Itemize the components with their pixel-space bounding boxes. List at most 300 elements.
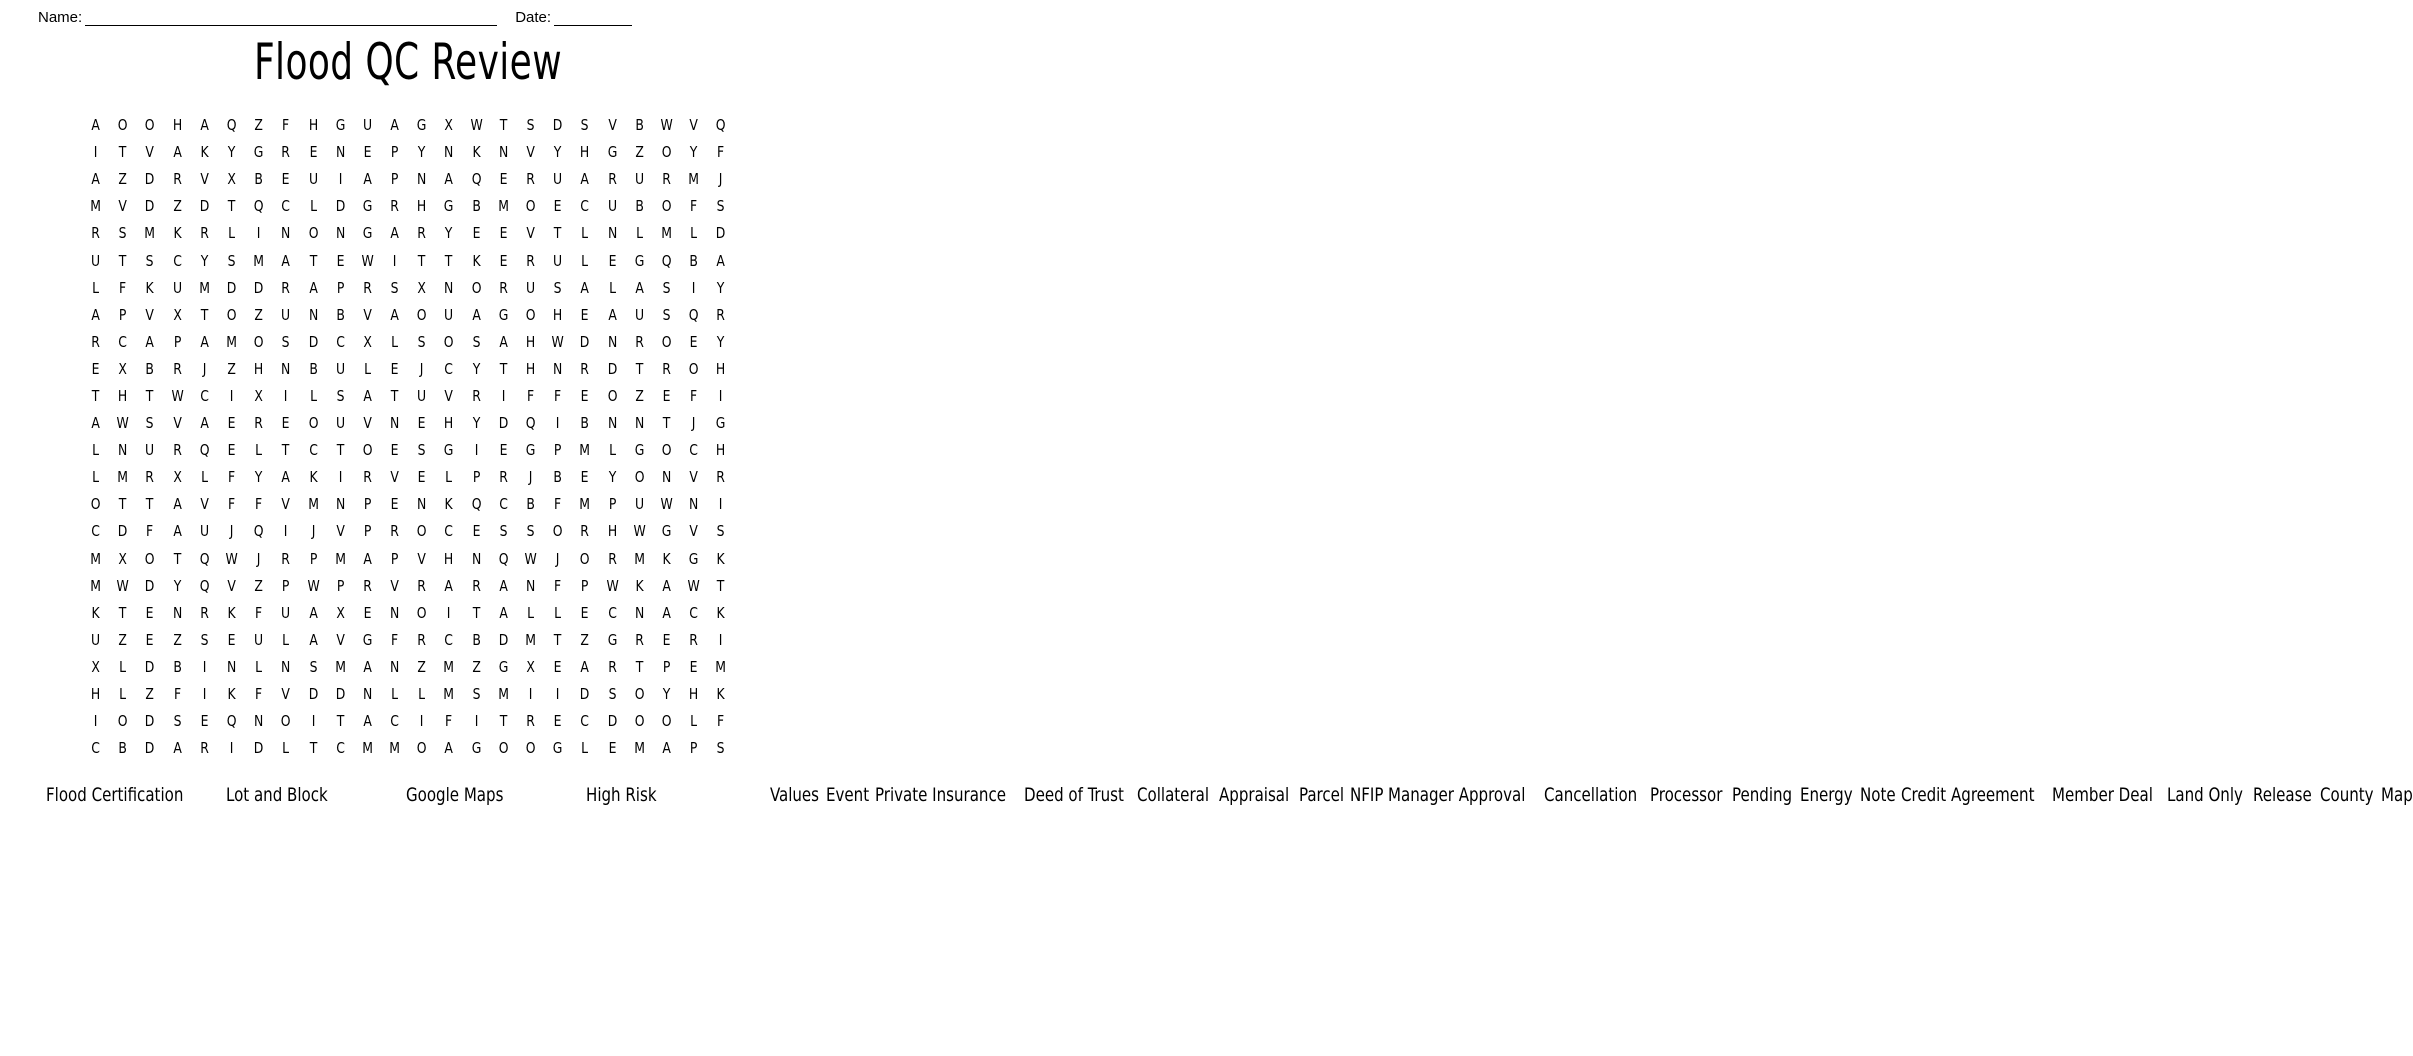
grid-cell[interactable]: D [253,739,264,758]
grid-cell[interactable]: E [581,468,589,487]
grid-cell[interactable]: B [471,630,481,649]
grid-cell[interactable]: G [444,197,454,216]
grid-cell[interactable]: M [443,657,455,676]
grid-cell[interactable]: Y [553,143,562,162]
grid-cell[interactable]: N [417,170,427,189]
grid-cell[interactable]: W [470,116,483,135]
grid-cell[interactable]: V [200,170,209,189]
grid-cell[interactable]: A [580,657,590,676]
grid-cell[interactable]: G [661,522,672,541]
grid-cell[interactable]: O [525,739,536,758]
grid-cell[interactable]: A [172,495,182,514]
grid-cell[interactable]: E [227,630,236,649]
grid-cell[interactable]: Z [417,657,427,676]
grid-cell[interactable]: L [527,603,535,622]
grid-cell[interactable]: O [552,522,563,541]
grid-cell[interactable]: L [581,251,589,270]
grid-cell[interactable]: W [361,251,374,270]
grid-cell[interactable]: A [607,305,617,324]
grid-cell[interactable]: R [390,197,399,216]
grid-cell[interactable]: C [689,441,699,460]
grid-cell[interactable]: E [363,603,372,622]
grid-cell[interactable]: F [445,712,453,731]
grid-cell[interactable]: I [691,278,696,297]
grid-cell[interactable]: K [472,143,481,162]
grid-cell[interactable]: B [145,359,155,378]
grid-cell[interactable]: M [90,549,101,568]
grid-cell[interactable]: V [145,143,155,162]
grid-cell[interactable]: X [417,278,427,297]
grid-cell[interactable]: V [145,305,155,324]
grid-cell[interactable]: R [716,468,726,487]
grid-cell[interactable]: R [417,576,427,595]
grid-cell[interactable]: U [199,522,209,541]
grid-cell[interactable]: V [336,630,345,649]
grid-cell[interactable]: L [228,224,235,243]
grid-cell[interactable]: U [417,386,427,405]
grid-cell[interactable]: N [390,414,400,433]
grid-cell[interactable]: A [580,170,590,189]
grid-cell[interactable]: B [689,251,698,270]
grid-cell[interactable]: J [691,414,696,433]
grid-cell[interactable]: T [553,224,562,243]
grid-cell[interactable]: H [525,359,536,378]
grid-cell[interactable]: E [499,441,508,460]
grid-cell[interactable]: D [335,197,346,216]
grid-cell[interactable]: T [499,359,508,378]
grid-cell[interactable]: I [447,603,451,622]
grid-cell[interactable]: B [308,359,318,378]
grid-cell[interactable]: T [200,305,209,324]
grid-cell[interactable]: F [146,522,154,541]
grid-cell[interactable]: Z [227,359,236,378]
grid-cell[interactable]: H [118,386,128,405]
grid-cell[interactable]: O [416,522,427,541]
grid-cell[interactable]: N [281,359,291,378]
grid-cell[interactable]: C [335,332,345,351]
grid-cell[interactable]: E [553,712,562,731]
grid-cell[interactable]: D [580,685,590,704]
grid-cell[interactable]: I [719,630,723,649]
grid-cell[interactable]: S [227,251,236,270]
grid-cell[interactable]: X [336,603,345,622]
grid-cell[interactable]: G [362,224,373,243]
grid-cell[interactable]: I [528,685,533,704]
grid-cell[interactable]: N [471,549,481,568]
grid-cell[interactable]: R [172,359,182,378]
grid-cell[interactable]: O [226,305,237,324]
grid-cell[interactable]: P [119,305,127,324]
grid-cell[interactable]: V [200,495,209,514]
grid-cell[interactable]: Y [608,468,616,487]
grid-cell[interactable]: C [580,712,590,731]
grid-cell[interactable]: C [390,712,399,731]
grid-cell[interactable]: G [362,197,373,216]
grid-cell[interactable]: F [282,116,290,135]
grid-cell[interactable]: D [145,576,155,595]
grid-cell[interactable]: H [308,116,318,135]
grid-cell[interactable]: N [281,224,291,243]
grid-cell[interactable]: U [553,170,563,189]
grid-cell[interactable]: J [528,468,533,487]
grid-cell[interactable]: L [581,224,589,243]
grid-cell[interactable]: B [172,657,182,676]
grid-cell[interactable]: T [173,549,181,568]
grid-cell[interactable]: S [118,224,127,243]
word-list-item[interactable]: Flood Certification [46,784,184,806]
grid-cell[interactable]: S [662,278,671,297]
grid-cell[interactable]: A [172,522,182,541]
grid-cell[interactable]: I [501,386,506,405]
grid-cell[interactable]: A [172,143,182,162]
grid-cell[interactable]: R [417,630,427,649]
grid-cell[interactable]: Q [226,116,237,135]
word-list-item[interactable]: Cancellation [1543,784,1638,806]
grid-cell[interactable]: D [716,224,726,243]
grid-cell[interactable]: G [716,414,726,433]
grid-cell[interactable]: P [581,576,589,595]
grid-cell[interactable]: E [390,359,399,378]
grid-cell[interactable]: A [499,603,508,622]
grid-cell[interactable]: N [362,685,373,704]
grid-cell[interactable]: Y [717,332,725,351]
grid-cell[interactable]: O [634,685,645,704]
grid-cell[interactable]: T [336,441,345,460]
grid-cell[interactable]: D [498,630,509,649]
grid-cell[interactable]: A [444,170,454,189]
grid-cell[interactable]: M [633,739,645,758]
grid-cell[interactable]: L [200,468,208,487]
grid-cell[interactable]: L [608,441,616,460]
grid-cell[interactable]: R [662,359,671,378]
grid-cell[interactable]: O [580,549,590,568]
grid-cell[interactable]: I [229,386,234,405]
grid-cell[interactable]: R [200,224,209,243]
grid-cell[interactable]: J [256,549,261,568]
grid-cell[interactable]: A [308,630,318,649]
grid-cell[interactable]: A [308,603,318,622]
word-list-item[interactable]: High Risk [586,784,657,806]
grid-cell[interactable]: K [145,278,155,297]
grid-cell[interactable]: E [472,224,481,243]
grid-cell[interactable]: Y [200,251,209,270]
grid-cell[interactable]: L [309,197,317,216]
grid-cell[interactable]: K [227,603,236,622]
grid-cell[interactable]: I [338,468,343,487]
grid-cell[interactable]: Q [253,522,264,541]
grid-cell[interactable]: A [499,332,508,351]
grid-cell[interactable]: L [418,685,426,704]
grid-cell[interactable]: E [581,603,589,622]
word-list-item[interactable]: NFIP [1349,784,1384,806]
grid-cell[interactable]: R [172,170,182,189]
grid-cell[interactable]: M [688,170,700,189]
grid-cell[interactable]: O [117,116,128,135]
grid-cell[interactable]: K [91,603,100,622]
grid-cell[interactable]: M [253,251,265,270]
grid-cell[interactable]: W [306,576,320,595]
grid-cell[interactable]: N [553,359,563,378]
grid-cell[interactable]: B [118,739,128,758]
grid-cell[interactable]: I [719,495,723,514]
grid-cell[interactable]: W [660,495,673,514]
grid-cell[interactable]: C [444,522,454,541]
grid-cell[interactable]: S [716,739,725,758]
grid-cell[interactable]: T [309,251,317,270]
grid-cell[interactable]: U [335,359,345,378]
grid-cell[interactable]: X [91,657,100,676]
grid-cell[interactable]: W [524,549,537,568]
grid-cell[interactable]: O [145,116,155,135]
grid-cell[interactable]: A [91,116,100,135]
grid-cell[interactable]: B [635,116,644,135]
grid-cell[interactable]: O [607,386,618,405]
grid-cell[interactable]: O [308,224,318,243]
grid-cell[interactable]: P [608,495,616,514]
grid-cell[interactable]: A [635,278,644,297]
grid-cell[interactable]: N [689,495,699,514]
grid-cell[interactable]: C [200,386,209,405]
grid-cell[interactable]: B [580,414,590,433]
grid-cell[interactable]: Q [498,549,509,568]
grid-cell[interactable]: R [499,278,508,297]
grid-cell[interactable]: V [689,116,698,135]
grid-cell[interactable]: W [660,116,673,135]
grid-cell[interactable]: U [281,603,291,622]
grid-cell[interactable]: Z [145,685,155,704]
grid-cell[interactable]: G [498,305,509,324]
grid-cell[interactable]: X [444,116,454,135]
grid-cell[interactable]: A [363,170,372,189]
grid-cell[interactable]: U [526,278,536,297]
grid-cell[interactable]: E [390,441,399,460]
word-list-item[interactable]: Appraisal [1218,784,1290,806]
grid-cell[interactable]: S [173,712,182,731]
word-list-item[interactable]: Land Only [2167,784,2243,806]
grid-cell[interactable]: H [716,359,726,378]
grid-cell[interactable]: L [255,657,263,676]
grid-cell[interactable]: A [200,332,209,351]
grid-cell[interactable]: P [282,576,290,595]
grid-cell[interactable]: D [607,359,617,378]
grid-cell[interactable]: N [308,305,318,324]
grid-cell[interactable]: T [146,386,154,405]
grid-cell[interactable]: L [255,441,263,460]
grid-cell[interactable]: Z [254,116,263,135]
grid-cell[interactable]: V [281,495,291,514]
grid-cell[interactable]: T [499,712,508,731]
word-list-item[interactable]: Map [2380,784,2413,806]
grid-cell[interactable]: V [689,468,698,487]
grid-cell[interactable]: X [526,657,535,676]
grid-cell[interactable]: E [553,657,562,676]
grid-cell[interactable]: D [145,739,155,758]
grid-cell[interactable]: B [254,170,263,189]
word-list-item[interactable]: County [2320,784,2374,806]
grid-cell[interactable]: O [253,332,264,351]
grid-cell[interactable]: C [281,197,291,216]
grid-cell[interactable]: X [118,359,128,378]
grid-cell[interactable]: Q [525,414,536,433]
grid-cell[interactable]: K [716,685,725,704]
word-list-item[interactable]: Credit Agreement [1900,784,2035,806]
grid-cell[interactable]: T [445,251,453,270]
grid-cell[interactable]: C [499,495,508,514]
grid-cell[interactable]: F [227,468,236,487]
grid-cell[interactable]: R [200,739,209,758]
grid-cell[interactable]: R [145,468,155,487]
grid-cell[interactable]: O [634,468,645,487]
grid-cell[interactable]: R [580,522,590,541]
grid-cell[interactable]: U [444,305,454,324]
grid-cell[interactable]: M [443,685,455,704]
grid-cell[interactable]: E [472,522,481,541]
grid-cell[interactable]: F [255,495,263,514]
grid-cell[interactable]: I [93,712,98,731]
grid-cell[interactable]: P [309,549,317,568]
grid-cell[interactable]: T [282,441,290,460]
grid-cell[interactable]: F [554,576,562,595]
grid-cell[interactable]: I [93,143,98,162]
grid-cell[interactable]: E [200,712,209,731]
grid-cell[interactable]: W [116,576,129,595]
grid-cell[interactable]: U [634,305,644,324]
grid-cell[interactable]: D [145,197,155,216]
grid-cell[interactable]: I [202,657,207,676]
grid-cell[interactable]: H [90,685,101,704]
word-list-item[interactable]: Event [825,784,869,806]
word-list-item[interactable]: Private Insurance [874,784,1006,806]
grid-cell[interactable]: S [472,332,481,351]
grid-cell[interactable]: V [444,386,454,405]
grid-cell[interactable]: R [281,278,291,297]
grid-cell[interactable]: R [635,630,644,649]
grid-cell[interactable]: K [635,576,644,595]
grid-cell[interactable]: E [499,170,508,189]
grid-cell[interactable]: R [200,603,209,622]
grid-cell[interactable]: P [363,522,372,541]
grid-cell[interactable]: S [526,116,535,135]
grid-cell[interactable]: E [608,251,617,270]
grid-cell[interactable]: A [662,603,671,622]
grid-cell[interactable]: O [634,712,645,731]
grid-cell[interactable]: R [580,359,590,378]
grid-cell[interactable]: R [172,441,182,460]
grid-cell[interactable]: S [716,522,725,541]
grid-cell[interactable]: P [390,170,399,189]
grid-cell[interactable]: M [498,685,509,704]
grid-cell[interactable]: O [525,197,536,216]
grid-cell[interactable]: A [200,414,209,433]
grid-cell[interactable]: A [444,576,454,595]
grid-cell[interactable]: Q [253,197,264,216]
grid-cell[interactable]: B [526,495,535,514]
grid-cell[interactable]: O [444,332,454,351]
grid-cell[interactable]: T [662,414,671,433]
grid-cell[interactable]: M [362,739,373,758]
grid-cell[interactable]: R [607,549,617,568]
grid-cell[interactable]: N [281,657,291,676]
grid-cell[interactable]: I [719,386,723,405]
grid-cell[interactable]: A [471,305,481,324]
grid-cell[interactable]: O [661,712,672,731]
grid-cell[interactable]: L [391,685,399,704]
grid-cell[interactable]: Y [227,143,236,162]
grid-cell[interactable]: V [390,468,399,487]
grid-cell[interactable]: Z [172,630,182,649]
grid-cell[interactable]: N [444,143,454,162]
grid-cell[interactable]: Y [173,576,181,595]
grid-cell[interactable]: P [390,143,399,162]
grid-cell[interactable]: N [661,468,672,487]
grid-cell[interactable]: U [172,278,182,297]
grid-cell[interactable]: E [363,143,372,162]
grid-cell[interactable]: Y [472,359,481,378]
grid-cell[interactable]: O [661,197,672,216]
grid-cell[interactable]: J [229,522,234,541]
grid-cell[interactable]: O [281,712,291,731]
grid-cell[interactable]: T [91,386,100,405]
grid-cell[interactable]: V [607,116,617,135]
grid-cell[interactable]: V [526,143,535,162]
grid-cell[interactable]: A [281,468,291,487]
grid-cell[interactable]: I [256,224,261,243]
grid-cell[interactable]: F [717,143,725,162]
grid-cell[interactable]: O [416,739,427,758]
grid-cell[interactable]: T [118,143,127,162]
grid-cell[interactable]: M [307,495,319,514]
grid-cell[interactable]: N [254,712,264,731]
grid-cell[interactable]: G [525,441,536,460]
grid-cell[interactable]: N [607,332,617,351]
grid-cell[interactable]: R [91,332,100,351]
word-list-item[interactable]: Deed of Trust [1023,784,1124,806]
grid-cell[interactable]: I [555,414,560,433]
grid-cell[interactable]: E [499,251,508,270]
grid-cell[interactable]: C [689,603,699,622]
grid-cell[interactable]: D [308,685,318,704]
word-list-item[interactable]: Member Deal [2052,784,2154,806]
grid-cell[interactable]: I [284,522,288,541]
grid-cell[interactable]: S [146,251,154,270]
grid-cell[interactable]: O [416,603,427,622]
grid-cell[interactable]: T [118,251,127,270]
grid-cell[interactable]: M [633,549,645,568]
grid-cell[interactable]: Z [254,576,263,595]
grid-cell[interactable]: Z [635,143,644,162]
grid-cell[interactable]: S [499,522,508,541]
grid-cell[interactable]: L [581,739,589,758]
grid-cell[interactable]: P [554,441,562,460]
grid-cell[interactable]: A [662,739,671,758]
grid-cell[interactable]: Y [717,278,725,297]
grid-cell[interactable]: M [579,441,591,460]
grid-cell[interactable]: T [118,603,127,622]
grid-cell[interactable]: I [474,441,479,460]
grid-cell[interactable]: F [119,278,127,297]
grid-cell[interactable]: Q [199,576,210,595]
grid-cell[interactable]: I [474,712,479,731]
grid-cell[interactable]: R [526,712,535,731]
grid-cell[interactable]: T [472,603,481,622]
grid-cell[interactable]: S [390,278,399,297]
grid-cell[interactable]: E [309,143,318,162]
grid-cell[interactable]: G [552,739,563,758]
grid-cell[interactable]: M [90,197,101,216]
grid-cell[interactable]: E [227,414,236,433]
grid-cell[interactable]: M [90,576,101,595]
grid-cell[interactable]: E [553,197,562,216]
